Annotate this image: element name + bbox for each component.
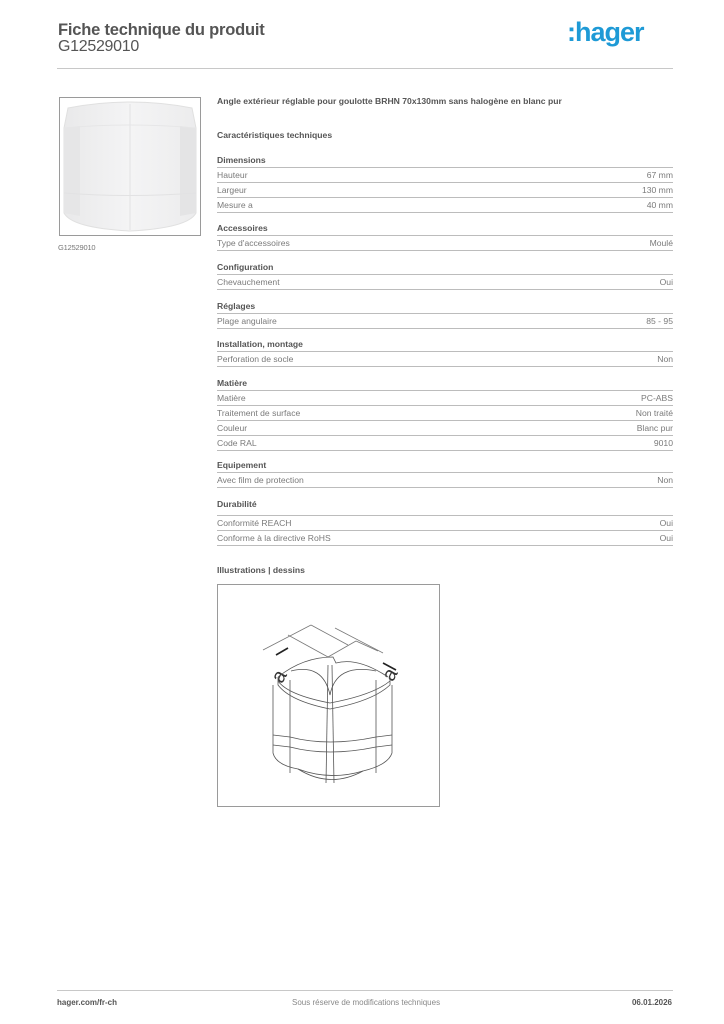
spec-row <box>217 275 673 290</box>
spec-row <box>217 421 673 436</box>
spec-value: 85 - 95 <box>646 316 673 326</box>
spec-group-installation <box>217 338 673 367</box>
spec-label: Avec film de protection <box>217 475 304 485</box>
spec-label: Conformité REACH <box>217 518 292 528</box>
spec-value: Moulé <box>649 238 673 248</box>
spec-group-accessoires <box>217 222 673 251</box>
spec-label: Matière <box>217 393 246 403</box>
spec-value: Oui <box>659 518 673 528</box>
spec-group-title: Réglages <box>217 300 673 314</box>
spec-label: Traitement de surface <box>217 408 301 418</box>
spec-value: 40 mm <box>646 200 673 210</box>
spec-row <box>217 391 673 406</box>
spec-label: Mesure a <box>217 200 253 210</box>
spec-label: Conforme à la directive RoHS <box>217 533 331 543</box>
spec-value: Oui <box>659 277 673 287</box>
spec-group-configuration <box>217 261 673 290</box>
spec-group-reglages <box>217 300 673 329</box>
corner-drawing-icon <box>218 585 439 806</box>
spec-label: Chevauchement <box>217 277 280 287</box>
spec-row <box>217 436 673 451</box>
hager-logo <box>567 17 644 48</box>
spec-group-title: Configuration <box>217 261 673 275</box>
spec-value: 130 mm <box>641 185 673 195</box>
spec-row <box>217 352 673 367</box>
spec-label: Type d'accessoires <box>217 238 290 248</box>
spec-group-title: Accessoires <box>217 222 673 236</box>
spec-group-title: Durabilité <box>217 498 673 516</box>
spec-label: Plage angulaire <box>217 316 277 326</box>
header-divider <box>57 68 673 69</box>
spec-group-title: Dimensions <box>217 154 673 168</box>
spec-row <box>217 406 673 421</box>
spec-label: Largeur <box>217 185 247 195</box>
spec-value: Non <box>657 354 673 364</box>
illustrations-title: Illustrations | dessins <box>217 565 305 575</box>
spec-group-title: Equipement <box>217 459 673 473</box>
spec-row <box>217 168 673 183</box>
spec-group-durabilite <box>217 498 673 546</box>
logo-prefix: : <box>567 17 575 47</box>
spec-value: 9010 <box>653 438 673 448</box>
spec-group-matiere <box>217 377 673 451</box>
spec-group-title: Matière <box>217 377 673 391</box>
specs-section-title: Caractéristiques techniques <box>217 130 333 140</box>
footer-website-link[interactable]: hager.com/fr-ch <box>57 998 118 1007</box>
logo-text: hager <box>575 17 644 47</box>
spec-value: 67 mm <box>646 170 673 180</box>
spec-group-dimensions <box>217 154 673 213</box>
spec-label: Code RAL <box>217 438 257 448</box>
footer-notice: Sous réserve de modifications techniques <box>292 998 441 1007</box>
spec-row <box>217 314 673 329</box>
spec-group-equipement <box>217 459 673 488</box>
product-image <box>59 97 201 236</box>
spec-row <box>217 198 673 213</box>
spec-label: Hauteur <box>217 170 248 180</box>
product-image-caption: G12529010 <box>58 243 96 252</box>
footer-date: 06.01.2026 <box>631 998 672 1007</box>
spec-value: Blanc pur <box>636 423 673 433</box>
spec-value: Non <box>657 475 673 485</box>
technical-drawing <box>217 584 440 807</box>
spec-row <box>217 473 673 488</box>
dimension-label-left: a <box>267 666 292 687</box>
spec-group-title: Installation, montage <box>217 338 673 352</box>
product-description: Angle extérieur réglable pour goulotte BRHN 70x130mm sans halogène en blanc pur <box>217 96 562 106</box>
spec-row <box>217 516 673 531</box>
spec-row <box>217 183 673 198</box>
product-code: G12529010 <box>58 38 139 55</box>
spec-label: Couleur <box>217 423 248 433</box>
dimension-label-right: a <box>377 664 403 686</box>
footer-divider <box>57 990 673 991</box>
spec-row <box>217 531 673 546</box>
spec-value: Oui <box>659 533 673 543</box>
spec-label: Perforation de socle <box>217 354 294 364</box>
page-title: Fiche technique du produit <box>58 21 265 39</box>
spec-value: PC-ABS <box>641 393 673 403</box>
product-photo-icon <box>60 98 200 235</box>
spec-row <box>217 236 673 251</box>
spec-value: Non traité <box>635 408 673 418</box>
